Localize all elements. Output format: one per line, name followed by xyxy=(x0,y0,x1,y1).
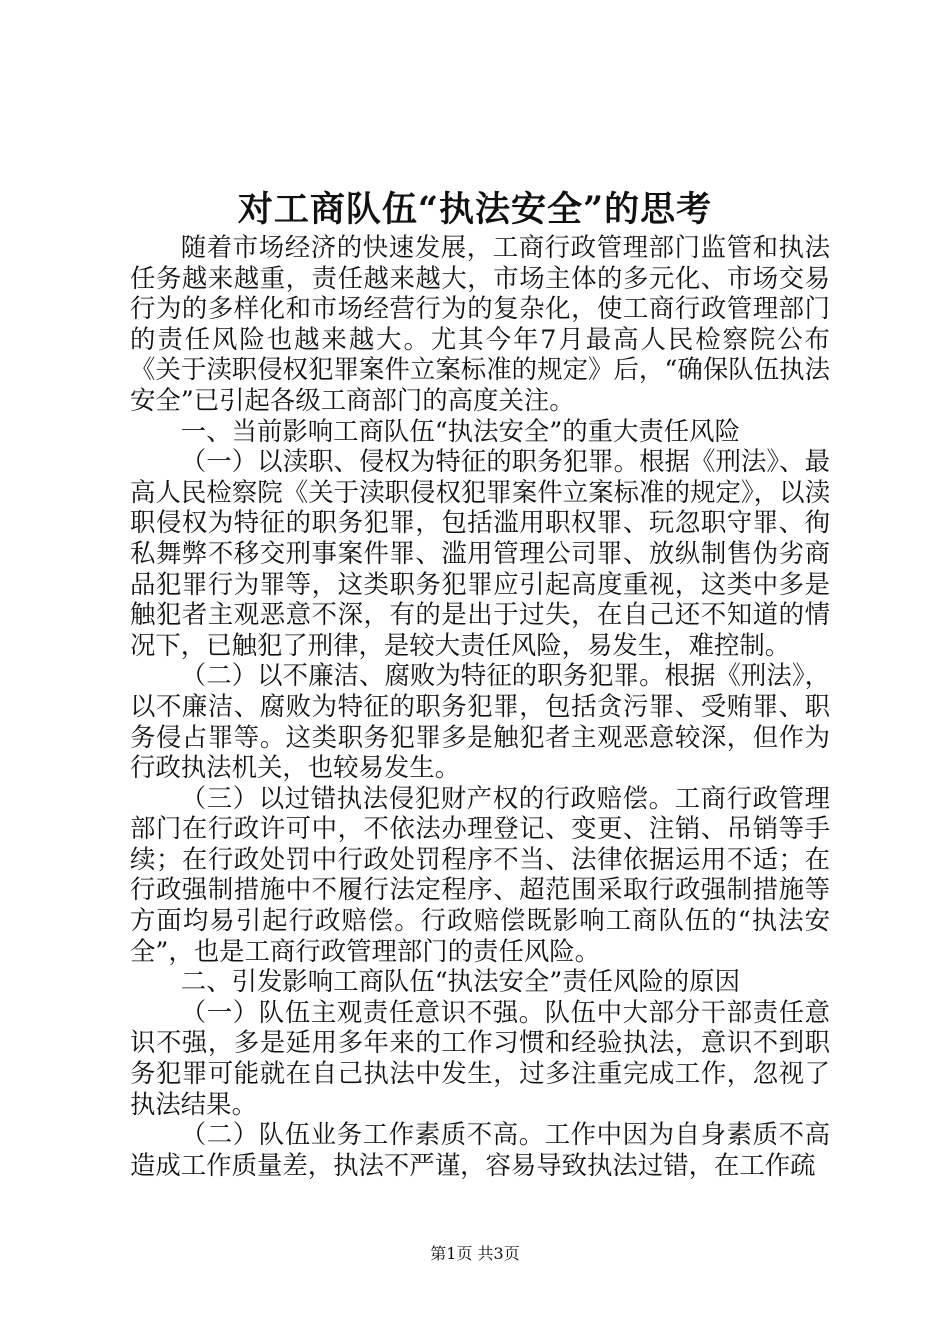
paragraph-risk-2: （二）以不廉洁、腐败为特征的职务犯罪。根据《刑法》，以不廉洁、腐败为特征的职务犯罪，包括贪污罪、受贿罪、职务侵占罪等。这类职务犯罪多是触犯者主观恶意较深，但作为行政执法机关，也较易发生。 xyxy=(130,660,830,783)
page-number-footer: 第1页 共3页 xyxy=(430,1244,520,1263)
paragraph-intro: 随着市场经济的快速发展，工商行政管理部门监管和执法任务越来越重，责任越来越大，市场主体的多元化、市场交易行为的多样化和市场经营行为的复杂化，使工商行政管理部门的责任风险也越来越大。尤其今年7月最高人民检察院公布《关于渎职侵权犯罪案件立案标准的规定》后，“确保队伍执法安全”已引起各级工商部门的高度关注。 xyxy=(130,232,830,415)
paragraph-cause-2: （二）队伍业务工作素质不高。工作中因为自身素质不高造成工作质量差，执法不严谨，容易导致执法过错，在工作疏 xyxy=(130,1119,830,1180)
document-title: 对工商队伍“执法安全”的思考 xyxy=(237,189,713,230)
document-body xyxy=(130,232,830,1180)
section-heading-risks: 一、当前影响工商队伍“执法安全”的重大责任风险 xyxy=(180,415,740,446)
paragraph-risk-1: （一）以渎职、侵权为特征的职务犯罪。根据《刑法》、最高人民检察院《关于渎职侵权犯罪案件立案标准的规定》，以渎职侵权为特征的职务犯罪，包括滥用职权罪、玩忽职守罪、徇私舞弊不移交刑事案件罪、滥用管理公司罪、放纵制售伪劣商品犯罪行为罪等，这类职务犯罪应引起高度重视，这类中多是触犯者主观恶意不深，有的是出于过失，在自己还不知道的情况下，已触犯了刑律，是较大责任风险，易发生，难控制。 xyxy=(130,446,830,660)
section-heading-causes: 二、引发影响工商队伍“执法安全”责任风险的原因 xyxy=(180,966,740,997)
paragraph-cause-1: （一）队伍主观责任意识不强。队伍中大部分干部责任意识不强，多是延用多年来的工作习惯和经验执法，意识不到职务犯罪可能就在自己执法中发生，过多注重完成工作，忽视了执法结果。 xyxy=(130,996,830,1119)
paragraph-risk-3: （三）以过错执法侵犯财产权的行政赔偿。工商行政管理部门在行政许可中，不依法办理登记、变更、注销、吊销等手续；在行政处罚中行政处罚程序不当、法律依据运用不适；在行政强制措施中不履行法定程序、超范围采取行政强制措施等方面均易引起行政赔偿。行政赔偿既影响工商队伍的“执法安全”，也是工商行政管理部门的责任风险。 xyxy=(130,782,830,966)
